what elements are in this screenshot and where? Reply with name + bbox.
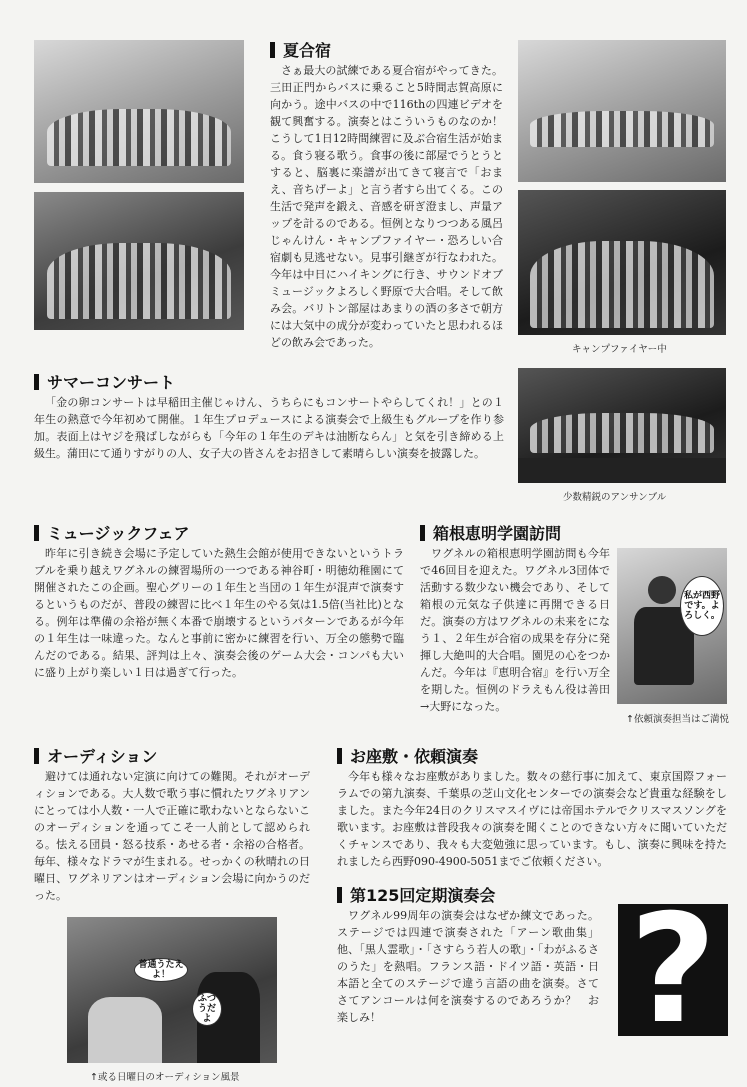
hakone-text: ワグネルの箱根恵明学園訪問も今年で46回目を迎えた。ワグネル3団体で活動する数少ない機会であり、そして箱根の元気な子供達に再開できる日だ。演奏の方はワグネルの未来をになう１、２年生が合宿の成果を存分に発揮し大絶叫的大合唱。園児の心をつかんだ。今年は『恵明合宿』を行い万全を期した。恒例のドラえもん役は善田→大野になった。 [420,547,610,713]
ozashiki-text: 今年も様々なお座敷がありました。数々の慈行事に加えて、東京国際フォーラムでの第九演奏、千葉県の芝山文化センターでの演奏会など貴重な経験をしました。また今年24日のクリスマスイヴには帝国ホテルでクリスマスソングを歌います。お座敷は普段我々の演奏を聞くことのできない方々に聞いていただくチャンスであり、我々も大変勉強に思っています。もし、演奏に興味を持たれましたら西野090-4900-5051までご依頼ください。 [337,770,727,868]
hiking-photo [518,40,726,182]
campfire-photo [518,190,726,335]
gasshuku-heading: 夏合宿 [270,38,331,61]
audition-bubble-left: 普通うたえよ！ [134,958,188,982]
ensemble-caption: 少数精鋭のアンサンブル [563,492,667,503]
nishino-speech-bubble: 私が西野です。よろしく。 [680,576,724,636]
gasshuku-text: さぁ最大の試練である夏合宿がやってきた。三田正門からバスに乗ること5時間志賀高原に向かう。途中バスの中で116thの四連ビデオを観て興奮する。演奏とはこういうものなのか！こうして1日12時間練習に及ぶ合宿生活が始まる。食う寝る歌う。食事の後に部屋でうとうとすると、脳裏に楽譜が出てきて寝言で「おまえ、音ちげーよ」と言う者すら出てくる。この生活で発声を鍛え、音感を研ぎ澄まし、声量アップを計るのである。恒例となりつつある風呂じゃんけん・キャンプファイヤー・恐ろしい合宿劇も見逃せない。見事引継ぎが行なわれた。今年は中日にハイキングに行き、サウンドオブミュージックよろしく野原で大合唱。そして飲み会。バリトン部屋はあまりの酒の多さで朝方には大気中の成分が変わっていたと思われるほどの飲み会であった。 [270,64,503,349]
teien-heading: 第125回定期演奏会 [337,883,495,906]
group-photo [34,192,244,330]
audition-photo [67,917,277,1063]
music-fair-text: 昨年に引き続き会場に予定していた熱生会館が使用できないというトラブルを乗り越えワグネルの練習場所の一つである神谷町・明徳幼稚園にて開催されたこの企画。聖心グリーの１年生と当団の１年生が混声で演奏するというものだが、普段の練習に比べ１年生のやる気は1.5倍(当社比)となる。例年は準備の余裕が無く本番で崩壊するというパターンであるが今年の１年生は一味違った。なんと事前に密かに練習を行い、万全の態勢で臨んだのである。結果、評判は上々、演奏会後のゲーム大会・コンパも大いに盛り上がり楽しい１日は過ぎて行った。 [34,547,404,679]
summer-text: 「金の卵コンサートは早稲田主催じゃけん、うちらにもコンサートやらしてくれ！」との１年生の熱意で今年初めて開催。１年生プロデュースによる演奏会で上級生もグループを作り参加。表面上はヤジを飛ばしながらも「今年の１年生のデキは油断ならん」と気を引き締める上級生。蒲田にて通りすがりの人、女子大の皆さんをお招きして素晴らしい演奏を披露した。 [34,396,504,460]
ozashiki-heading: お座敷・依頼演奏 [337,744,478,767]
audition-bubble-right: ふつうだよ [192,992,222,1026]
nishino-caption: ↑依頼演奏担当はご満悦 [626,714,729,725]
question-mark-icon: ? [629,883,717,1057]
audition-heading: オーディション [34,744,157,767]
teien-text: ワグネル99周年の演奏会はなぜか練文であった。ステージでは四連で演奏された「アーン歌曲集」他、「黒人霊歌」・「さすらう若人の歌」・「わがふるさのうた」を熱唱。フランス語・ドイツ語・英語・日本語と全てのステージで違う言語の曲を演奏。さてさてアンコールは何を演奏するのであろうか？ お楽しみ！ [337,909,599,1024]
hakone-heading: 箱根恵明学園訪問 [420,521,561,544]
audition-text: 避けては通れない定演に向けての難関。それがオーディションである。大人数で歌う事に慣れたワグネリアンにとっては小人数・一人で正確に歌わないとならないこのオーディションを通ってこそ一人前として認められる。怯える団員・怒る技系・あせる者・余裕の合格者。毎年、様々なドラマが生まれる。せっかくの秋晴れの日曜日、ワグネリアンはオーディション会場に向かうのだった。 [34,770,310,902]
summer-heading: サマーコンサート [34,370,175,393]
campfire-caption: キャンプファイヤー中 [572,344,667,355]
audition-caption: ↑或る日曜日のオーディション風景 [90,1072,240,1083]
music-fair-heading: ミュージックフェア [34,521,190,544]
question-mark-box [618,883,728,1057]
rehearsal-photo [34,40,244,183]
ensemble-photo [518,368,726,483]
